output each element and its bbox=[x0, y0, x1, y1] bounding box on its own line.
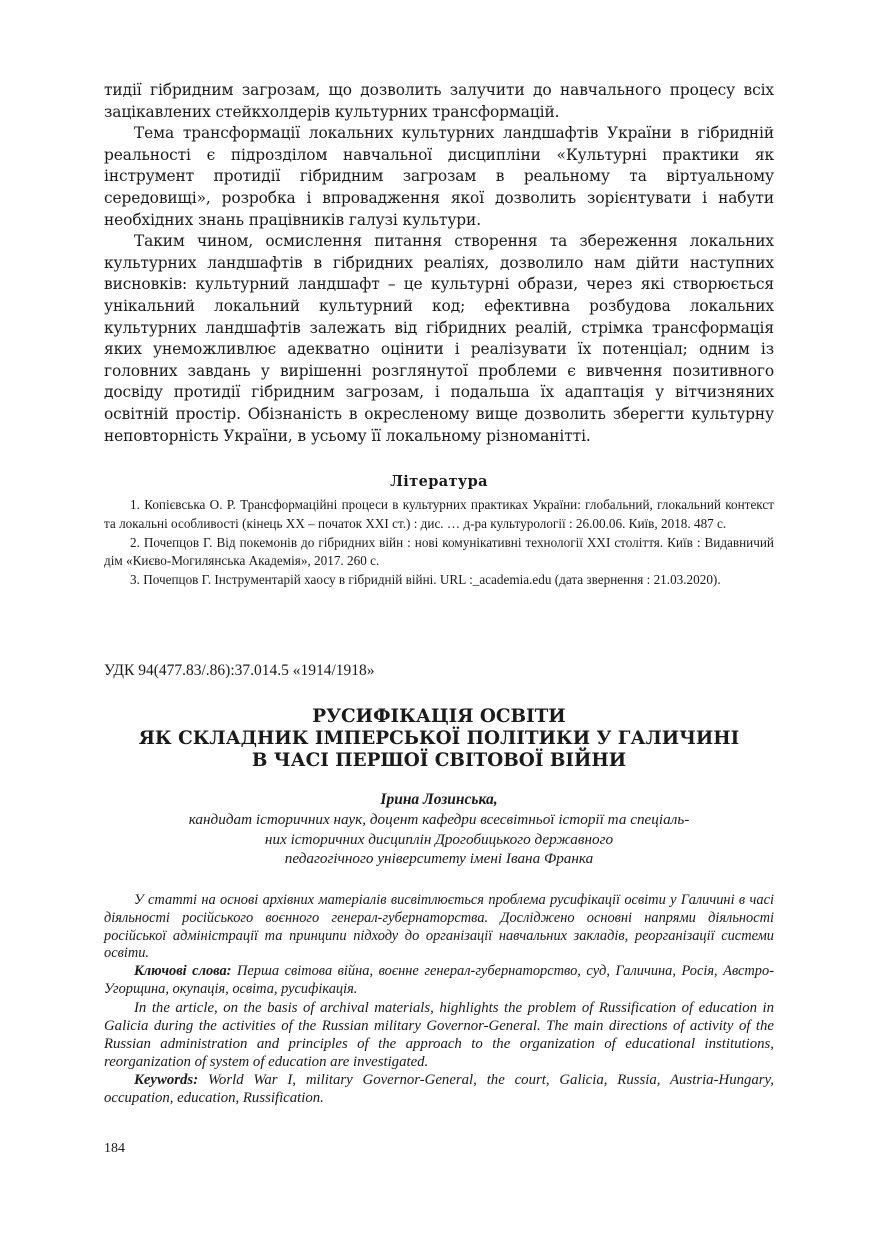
title-line: В ЧАСІ ПЕРШОЇ СВІТОВОЇ ВІЙНИ bbox=[251, 750, 627, 771]
keywords-text: Перша світова війна, воєнне генерал-губернаторство, суд, Галичина, Росія, Австро-Угорщина, окупація, освіта, русифікація. bbox=[104, 963, 774, 997]
references-heading: Література bbox=[390, 473, 488, 491]
body-text bbox=[104, 80, 774, 447]
title-line: ЯК СКЛАДНИК ІМПЕРСЬКОЇ ПОЛІТИКИ У ГАЛИЧИНІ bbox=[138, 728, 740, 749]
keywords-label: Ключові слова: bbox=[134, 963, 232, 980]
abstract-english: In the article, on the basis of archival materials, highlights the problem of Russification of education in Galicia during the activities of the Russian military Governor-General. The main directions of activity of the Russian administration and principles of the approach to the organization of educational institutions, reorganization of system of education are investigated. bbox=[104, 999, 774, 1070]
affiliation-line: них історичних дисциплін Дрогобицького державного bbox=[264, 830, 614, 848]
reference-item: 2. Почепцов Г. Від покемонів до гібридних війн : нові комунікативні технології ХХІ століття. Київ : Видавничий дім «Києво-Могилянська Академія», 2017. 260 с. bbox=[104, 534, 774, 569]
page-content bbox=[104, 80, 774, 590]
abstract-ukrainian: У статті на основі архівних матеріалів висвітлюється проблема русифікації освіти у Галичині в часі діяльності російського воєнного генерал-губернаторства. Досліджено основні напрями діяльності російської адміністрації та принципи підходу до організації навчальних закладів, реорганізації системи освіти. bbox=[104, 892, 774, 962]
body-paragraph: Тема трансформації локальних культурних ландшафтів України в гібридній реальності є підрозділом навчальної дисципліни «Культурні практики як інструмент протидії гібридним загрозам в реальному та віртуальному середовищі», розробка і впровадження якої дозволить зорієнтувати і набути необхідних знань працівників галузі культури. bbox=[104, 124, 774, 229]
reference-item: 1. Копієвська О. Р. Трансформаційні процеси в культурних практиках України: глобальний, глокальний контекст та локальні особливості (кінець ХХ – початок ХХІ ст.) : дис. … д-ра культурології : 26.00.06. Київ, 2018. 487 с. bbox=[104, 497, 774, 531]
keywords-english bbox=[104, 1071, 774, 1107]
abstract-block bbox=[104, 892, 774, 1107]
author-name: Ірина Лозинська, bbox=[380, 791, 498, 808]
udc-code: УДК 94(477.83/.86):37.014.5 «1914/1918» bbox=[104, 662, 375, 679]
page-number: 184 bbox=[104, 1141, 125, 1156]
author-block bbox=[104, 790, 774, 869]
reference-item: 3. Почепцов Г. Інструментарій хаосу в гібридній війні. URL :_academia.edu (дата звернення : 21.03.2020). bbox=[130, 572, 721, 588]
article-title bbox=[104, 706, 774, 772]
keywords-text: World War I, military Governor-General, the court, Galicia, Russia, Austria-Hungary, occupation, education, Russification. bbox=[104, 1071, 774, 1106]
body-paragraph: тидії гібридним загрозам, що дозволить залучити до навчального процесу всіх зацікавлених стейкхолдерів культурних трансформацій. bbox=[104, 81, 774, 121]
affiliation-line: кандидат історичних наук, доцент кафедри всесвітньої історії та спеціаль- bbox=[188, 811, 690, 828]
affiliation-line: педагогічного університету імені Івана Франка bbox=[284, 850, 594, 867]
title-line: РУСИФІКАЦІЯ ОСВІТИ bbox=[312, 706, 566, 727]
keywords-label: Keywords: bbox=[134, 1071, 199, 1088]
references-list bbox=[104, 496, 774, 590]
keywords-ukrainian bbox=[104, 963, 774, 999]
body-paragraph: Таким чином, осмислення питання створення та збереження локальних культурних ландшафтів в гібридних реаліях, дозволило нам дійти наступних висновків: культурний ландшафт – це культурні образи, через які створюється унікальний локальний культурний код; ефективна розбудова локальних культурних ландшафтів залежать від гібридних реалій, стрімка трансформація яких унеможливлює адекватно оцінити і реалізувати їх потенціал; одним із головних завдань у вирішенні розглянутої проблеми є вивчення позитивного досвіду протидії гібридним загрозам, і подальша їх адаптація у вітчизняних освітній простір. Обізнаність в окресленому вище дозволить зберегти культурну неповторність України, в усьому її локальному різноманітті. bbox=[104, 232, 774, 445]
